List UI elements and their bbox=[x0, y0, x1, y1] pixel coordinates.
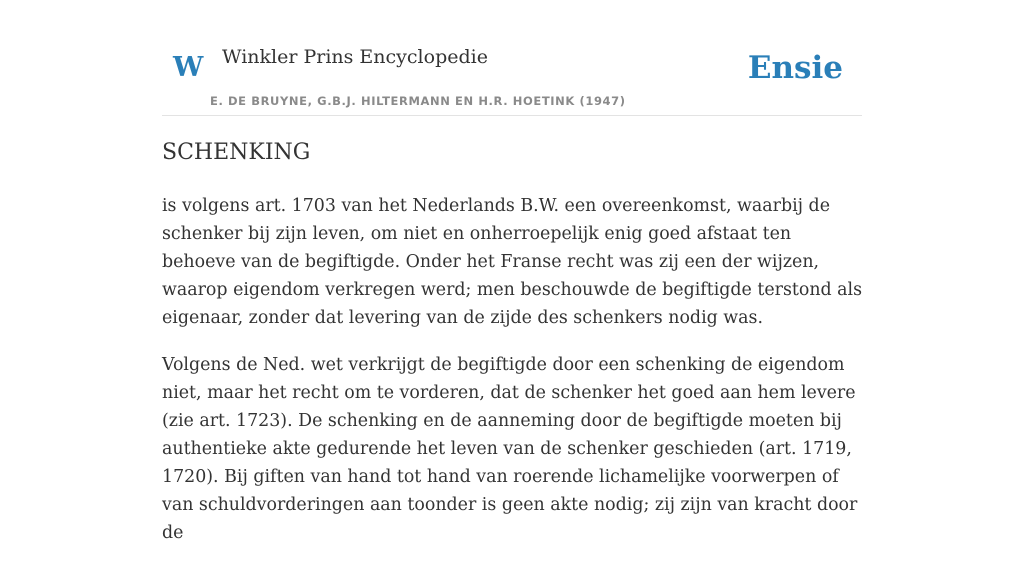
entry-title: SCHENKING bbox=[162, 140, 311, 165]
article-content bbox=[162, 192, 867, 566]
header-divider bbox=[162, 115, 862, 116]
article-paragraph-2: Volgens de Ned. wet verkrijgt de begiftigde door een schenking de eigendom niet, maar het recht om te vorderen, dat de schenker het goed aan hem levere (zie art. 1723). De schenking en de aanneming door de begiftigde moeten bij authentieke akte gedurende het leven van de schenker geschieden (art. 1719, 1720). Bij giften van hand tot hand van roerende lichamelijke voorwerpen of van schuldvorderingen aan toonder is geen akte nodig; zij zijn van kracht door de bbox=[162, 355, 858, 543]
site-title[interactable]: Winkler Prins Encyclopedie bbox=[222, 46, 488, 68]
brand-logo[interactable]: Ensie bbox=[747, 50, 843, 86]
article-paragraph-1: is volgens art. 1703 van het Nederlands B.W. een overeenkomst, waarbij de schenker bij zijn leven, om niet en onherroepelijk enig goed afstaat ten behoeve van de begiftigde. Onder het Franse recht was zij een der wijzen, waarop eigendom verkregen werd; men beschouwde de begiftigde terstond als eigenaar, zonder dat levering van de zijde des schenkers nodig was. bbox=[162, 196, 863, 328]
authors-line: E. DE BRUYNE, G.B.J. HILTERMANN EN H.R. HOETINK (1947) bbox=[210, 94, 626, 108]
site-logo[interactable]: W bbox=[173, 52, 204, 83]
